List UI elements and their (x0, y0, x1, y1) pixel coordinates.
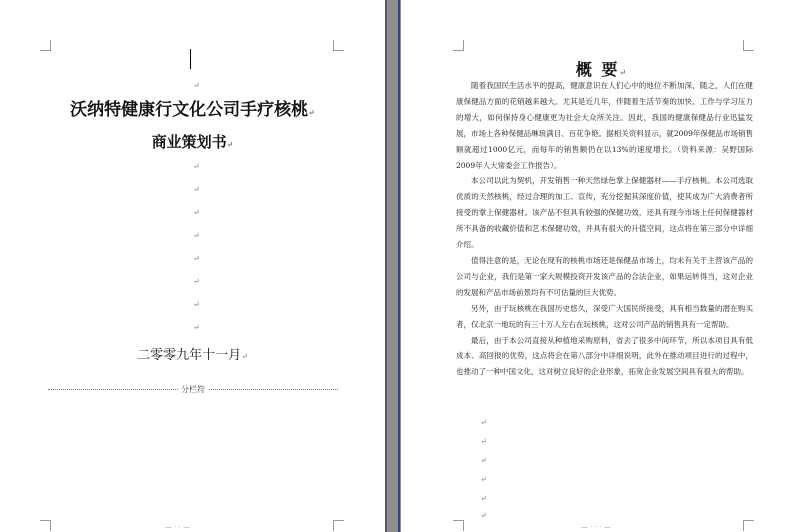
crop-mark (743, 520, 754, 531)
crop-mark (453, 40, 464, 51)
paragraph-mark: ↵ (480, 456, 487, 465)
document-date[interactable] (0, 344, 385, 363)
column-break (48, 385, 338, 393)
text-cursor (190, 49, 191, 69)
summary-paragraph[interactable]: 最后，由于本公司直接从种植地采购原料，省去了很多中间环节，所以本项目具有低成本、高回报的优势，这点将会在第八部分中详细说明，此外在推动项目进行的过程中，也推动了一种中国文化，这对树立良好的企业形象，拓宽企业发展空间具有很大的帮助。 (456, 335, 753, 377)
paragraph-mark: ↵ (193, 300, 200, 309)
paragraph-mark: ↵ (619, 67, 629, 77)
document-subtitle[interactable] (0, 131, 385, 152)
paragraph-mark: ↵ (193, 231, 200, 240)
footer-fragment: — · · · — (581, 523, 611, 531)
paragraph-mark: ↵ (193, 323, 200, 332)
paragraph-mark: ↵ (226, 139, 234, 149)
document-title[interactable] (0, 95, 385, 120)
document-date-text: 二零零九年十一月 (137, 348, 242, 363)
cover-page[interactable] (0, 0, 385, 532)
summary-heading[interactable] (401, 57, 803, 80)
column-break-label: 分栏符 (178, 384, 208, 395)
crop-mark (743, 40, 754, 51)
summary-paragraph[interactable]: 值得注意的是，无论在现有的核桃市场还是保健品市场上，均未有关于主营该产品的公司与企业，我们是第一家大规模投资开发该产品的合法企业，如果运转得当，这对企业的发展和产品市场前景均有不可估量的巨大优势。 (456, 255, 753, 297)
crop-mark (40, 40, 51, 51)
footer-fragment: — · · — (165, 523, 191, 531)
paragraph-mark: ↵ (193, 162, 200, 171)
paragraph-mark: ↵ (308, 107, 315, 117)
workspace-gap (385, 0, 401, 532)
crop-mark (453, 520, 464, 531)
summary-paragraph[interactable]: 本公司以此为契机，开发销售一种天然绿色掌上保健器材——手疗核桃。本公司选取优质的天然核桃，经过合理的加工、宣传，充分挖掘其深度价值，使其成为广大消费者所接受的掌上保健器材。该产品不但具有较强的保健功效，还具有现今市场上任何保健器材所不具备的收藏价值和艺术保健功效，并具有很大的升值空间，这点将在第三部分中详细介绍。 (456, 176, 753, 250)
paragraph-mark: ↵ (480, 475, 487, 484)
paragraph-mark: ↵ (193, 208, 200, 217)
summary-body[interactable] (456, 78, 753, 380)
paragraph-mark: ↵ (193, 81, 200, 90)
crop-mark (40, 520, 51, 531)
paragraph-mark: ↵ (241, 352, 248, 361)
page-edge (398, 0, 400, 532)
summary-paragraph[interactable]: 另外，由于玩核桃在我国历史悠久，深受广大国民所接受，具有相当数量的潜在购买者，仅北京一地玩的有三十万人左右在玩核桃，这对公司产品的销售具有一定帮助。 (456, 303, 753, 329)
document-title-text: 沃纳特健康行文化公司手疗核桃 (70, 100, 309, 120)
paragraph-mark: ↵ (193, 277, 200, 286)
paragraph-mark: ↵ (193, 185, 200, 194)
paragraph-mark: ↵ (480, 511, 487, 520)
summary-heading-text: 概 要 (575, 60, 620, 79)
paragraph-mark: ↵ (193, 254, 200, 263)
paragraph-mark: ↵ (480, 437, 487, 446)
paragraph-mark: ↵ (480, 418, 487, 427)
crop-mark (333, 40, 344, 51)
crop-mark (333, 520, 344, 531)
summary-page[interactable] (401, 0, 803, 532)
summary-paragraph[interactable]: 随着我国民生活水平的提高，健康意识在人们心中的地位不断加深，随之，人们在健康保健品方面的花销越来越大。尤其是近几年，伴随着生活节奏的加快、工作与学习压力的增大，如何保持身心健康更为社会大众所关注。因此，我国的健康保健品行业迅猛发展，市场上各种保健品琳琅满目、百花争艳。据相关资料显示，就2009年保健品市场销售额就超过1000亿元，而每年的销售额仍在以13%的速度增长。（资料来源：吴野国际2009年人大常委会工作报告）。 (456, 81, 753, 170)
document-subtitle-text: 商业策划书 (151, 133, 227, 151)
paragraph-mark: ↵ (480, 494, 487, 503)
page-edge (385, 0, 387, 532)
